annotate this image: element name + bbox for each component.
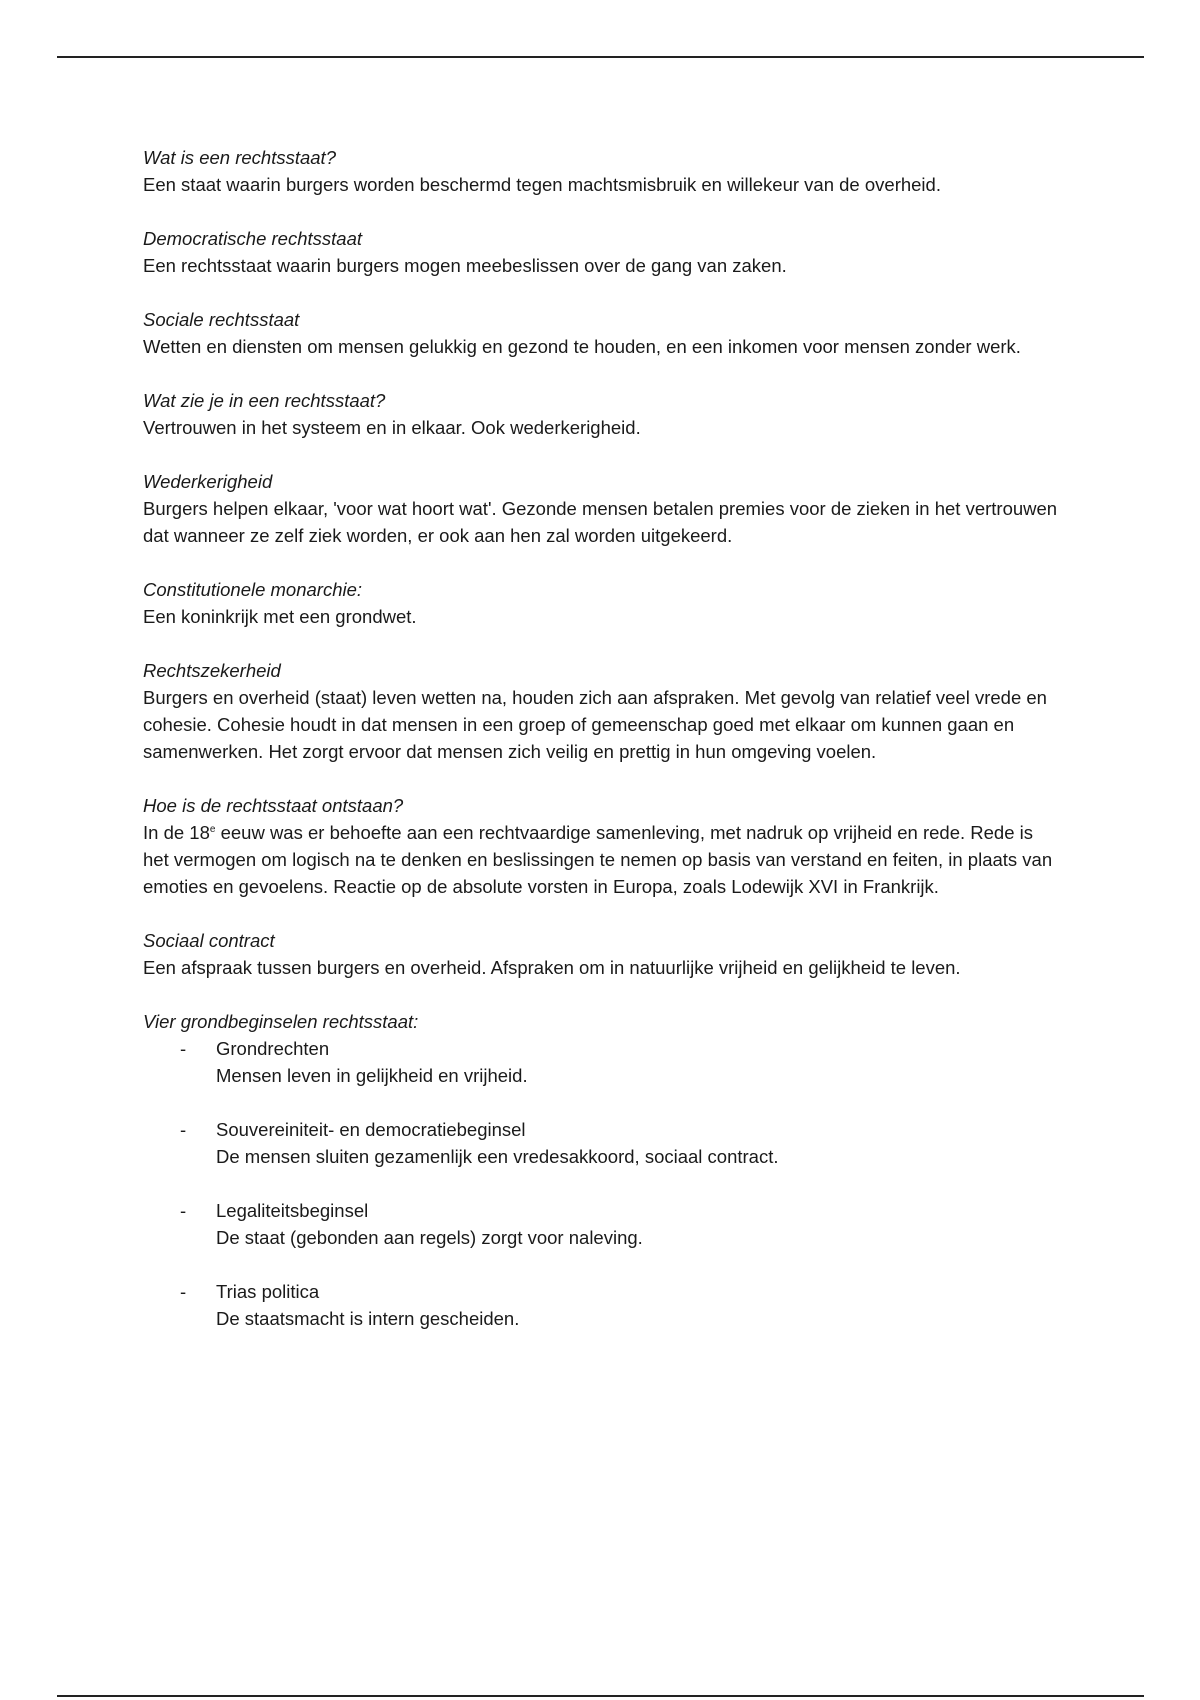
footer-rule xyxy=(57,1695,1144,1697)
section-text: Een staat waarin burgers worden beschermd tegen machtsmisbruik en willekeur van de overheid. xyxy=(143,174,941,195)
section-text: Wetten en diensten om mensen gelukkig en gezond te houden, en een inkomen voor mensen zonder werk. xyxy=(143,336,1021,357)
section-text: Een rechtsstaat waarin burgers mogen meebeslissen over de gang van zaken. xyxy=(143,255,787,276)
ordinal-superscript: e xyxy=(209,823,216,835)
principles-list xyxy=(143,1035,1063,1332)
section-text xyxy=(143,819,1063,900)
section-heading: Hoe is de rechtsstaat ontstaan? xyxy=(143,795,404,816)
section-wat-zie-je xyxy=(143,387,1063,441)
dash-bullet: - xyxy=(180,1281,187,1302)
section-heading: Sociale rechtsstaat xyxy=(143,309,300,330)
section-rechtszekerheid xyxy=(143,657,1063,765)
list-item xyxy=(143,1278,1063,1332)
section-heading: Vier grondbeginselen rechtsstaat: xyxy=(143,1011,419,1032)
section-constitutionele-monarchie xyxy=(143,576,1063,630)
section-heading: Wat zie je in een rechtsstaat? xyxy=(143,390,386,411)
list-item xyxy=(143,1116,1063,1170)
section-grondbeginselen xyxy=(143,1008,1063,1332)
header-rule xyxy=(57,56,1144,58)
list-item-title: Trias politica xyxy=(216,1281,320,1302)
section-ontstaan xyxy=(143,792,1063,900)
list-item-description: De staatsmacht is intern gescheiden. xyxy=(216,1308,520,1329)
section-text: Burgers en overheid (staat) leven wetten na, houden zich aan afspraken. Met gevolg van relatief veel vrede en cohesie. Cohesie houdt in dat mensen in een groep of gemeenschap goed met elkaar om kunnen gaan en samenwerken. Het zorgt ervoor dat mensen zich veilig en prettig in hun omgeving voelen. xyxy=(143,687,1047,762)
document-body xyxy=(143,144,1063,1359)
text-after-superscript: eeuw was er behoefte aan een rechtvaardige samenleving, met nadruk op vrijheid en rede. Rede is het vermogen om logisch na te denken en beslissingen te nemen op basis van verstand en feiten, in plaats van emoties en gevoelens. Reactie op de absolute vorsten in Europa, zoals Lodewijk XVI in Frankrijk. xyxy=(143,822,1053,897)
list-item-title: Souvereiniteit- en democratiebeginsel xyxy=(216,1119,526,1140)
section-text: Een koninkrijk met een grondwet. xyxy=(143,606,417,627)
section-democratische-rechtsstaat xyxy=(143,225,1063,279)
list-item xyxy=(143,1197,1063,1251)
list-item-title: Grondrechten xyxy=(216,1038,330,1059)
section-heading: Sociaal contract xyxy=(143,930,275,951)
list-item-description: De staat (gebonden aan regels) zorgt voor naleving. xyxy=(216,1227,643,1248)
section-heading: Constitutionele monarchie: xyxy=(143,579,363,600)
list-item-description: De mensen sluiten gezamenlijk een vredesakkoord, sociaal contract. xyxy=(216,1146,779,1167)
section-text: Een afspraak tussen burgers en overheid. Afspraken om in natuurlijke vrijheid en gelijkheid te leven. xyxy=(143,957,961,978)
list-item-title: Legaliteitsbeginsel xyxy=(216,1200,369,1221)
section-wederkerigheid xyxy=(143,468,1063,549)
list-item xyxy=(143,1035,1063,1089)
section-rechtsstaat xyxy=(143,144,1063,198)
dash-bullet: - xyxy=(180,1038,187,1059)
section-text: Vertrouwen in het systeem en in elkaar. Ook wederkerigheid. xyxy=(143,417,641,438)
dash-bullet: - xyxy=(180,1200,187,1221)
section-text: Burgers helpen elkaar, 'voor wat hoort wat'. Gezonde mensen betalen premies voor de zieken in het vertrouwen dat wanneer ze zelf ziek worden, er ook aan hen zal worden uitgekeerd. xyxy=(143,498,1058,546)
list-item-description: Mensen leven in gelijkheid en vrijheid. xyxy=(216,1065,528,1086)
section-heading: Democratische rechtsstaat xyxy=(143,228,363,249)
text-before-superscript: In de 18 xyxy=(143,822,210,843)
section-sociale-rechtsstaat xyxy=(143,306,1063,360)
section-heading: Wederkerigheid xyxy=(143,471,273,492)
section-heading: Rechtszekerheid xyxy=(143,660,281,681)
section-heading: Wat is een rechtsstaat? xyxy=(143,147,336,168)
dash-bullet: - xyxy=(180,1119,187,1140)
section-sociaal-contract xyxy=(143,927,1063,981)
